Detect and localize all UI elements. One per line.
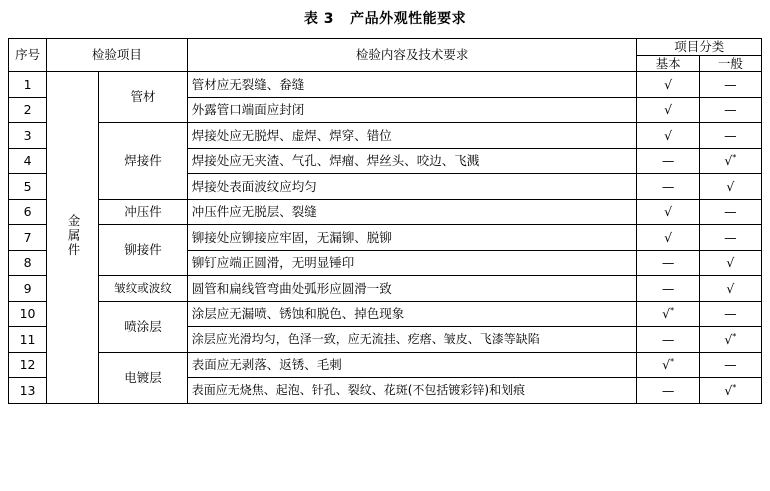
cell-item: 焊接件 xyxy=(99,123,187,200)
cell-seq: 12 xyxy=(9,352,47,378)
table-body xyxy=(9,72,762,404)
header-seq: 序号 xyxy=(9,39,47,72)
cell-seq: 6 xyxy=(9,199,47,225)
cell-basic: √ xyxy=(637,123,699,149)
spec-table xyxy=(8,38,762,404)
table-row xyxy=(9,301,762,327)
cell-general: √* xyxy=(699,148,761,174)
cell-content: 焊接处应无脱焊、虚焊、焊穿、错位 xyxy=(187,123,637,149)
cell-content: 表面应无剥落、返锈、毛刺 xyxy=(187,352,637,378)
cell-basic: √ xyxy=(637,199,699,225)
cell-seq: 2 xyxy=(9,97,47,123)
cell-general: — xyxy=(699,352,761,378)
table-row xyxy=(9,352,762,378)
cell-basic: — xyxy=(637,174,699,200)
cell-general: √* xyxy=(699,327,761,353)
header-general: 一般 xyxy=(699,55,761,72)
cell-content: 管材应无裂缝、畚缝 xyxy=(187,72,637,98)
cell-item: 冲压件 xyxy=(99,199,187,225)
table-caption: 表 3 产品外观性能要求 xyxy=(303,11,467,27)
cell-seq: 13 xyxy=(9,378,47,404)
header-row-1 xyxy=(9,39,762,56)
cell-basic: — xyxy=(637,327,699,353)
cell-content: 圆管和扁线管弯曲处弧形应圆滑一致 xyxy=(187,276,637,302)
cell-basic: √ xyxy=(637,72,699,98)
cell-item: 电镀层 xyxy=(99,352,187,403)
table-row xyxy=(9,123,762,149)
header-classification: 项目分类 xyxy=(637,39,762,56)
cell-item: 喷涂层 xyxy=(99,301,187,352)
header-basic: 基本 xyxy=(637,55,699,72)
cell-group-metal xyxy=(47,72,99,404)
cell-content: 涂层应光滑均匀，色泽一致，应无流挂、疙瘩、皱皮、飞漆等缺陷 xyxy=(187,327,637,353)
cell-seq: 11 xyxy=(9,327,47,353)
cell-item: 管材 xyxy=(99,72,187,123)
table-row xyxy=(9,225,762,251)
cell-general: — xyxy=(699,123,761,149)
group-label: 金属件 xyxy=(65,213,81,258)
cell-basic: — xyxy=(637,276,699,302)
table-row xyxy=(9,199,762,225)
cell-general: — xyxy=(699,199,761,225)
cell-content: 涂层应无漏喷、锈蚀和脱色、掉色现象 xyxy=(187,301,637,327)
cell-basic: — xyxy=(637,250,699,276)
header-content: 检验内容及技术要求 xyxy=(187,39,637,72)
table-header xyxy=(9,39,762,72)
cell-content: 焊接处表面波纹应均匀 xyxy=(187,174,637,200)
cell-seq: 9 xyxy=(9,276,47,302)
cell-content: 铆接处应铆接应牢固，无漏铆、脱铆 xyxy=(187,225,637,251)
cell-content: 焊接处应无夹渣、气孔、焊瘤、焊丝头、咬边、飞溅 xyxy=(187,148,637,174)
cell-content: 表面应无烧焦、起泡、针孔、裂纹、花斑(不包括镀彩锌)和划痕 xyxy=(187,378,637,404)
cell-seq: 8 xyxy=(9,250,47,276)
cell-content: 铆钉应端正圆滑，无明显锤印 xyxy=(187,250,637,276)
cell-general: √ xyxy=(699,276,761,302)
table-row xyxy=(9,72,762,98)
cell-item: 皱纹或波纹 xyxy=(99,276,187,302)
cell-content: 外露管口端面应封闭 xyxy=(187,97,637,123)
cell-seq: 4 xyxy=(9,148,47,174)
cell-general: √ xyxy=(699,174,761,200)
table-row xyxy=(9,276,762,302)
cell-general: — xyxy=(699,72,761,98)
cell-general: — xyxy=(699,97,761,123)
cell-seq: 5 xyxy=(9,174,47,200)
cell-seq: 1 xyxy=(9,72,47,98)
cell-seq: 3 xyxy=(9,123,47,149)
cell-basic: — xyxy=(637,378,699,404)
cell-basic: √ xyxy=(637,225,699,251)
cell-content: 冲压件应无脱层、裂缝 xyxy=(187,199,637,225)
cell-seq: 7 xyxy=(9,225,47,251)
cell-general: √ xyxy=(699,250,761,276)
cell-general: √* xyxy=(699,378,761,404)
cell-basic: — xyxy=(637,148,699,174)
cell-basic: √* xyxy=(637,301,699,327)
cell-basic: √* xyxy=(637,352,699,378)
header-inspection-item: 检验项目 xyxy=(47,39,188,72)
cell-item: 铆接件 xyxy=(99,225,187,276)
cell-basic: √ xyxy=(637,97,699,123)
cell-general: — xyxy=(699,301,761,327)
cell-seq: 10 xyxy=(9,301,47,327)
cell-general: — xyxy=(699,225,761,251)
